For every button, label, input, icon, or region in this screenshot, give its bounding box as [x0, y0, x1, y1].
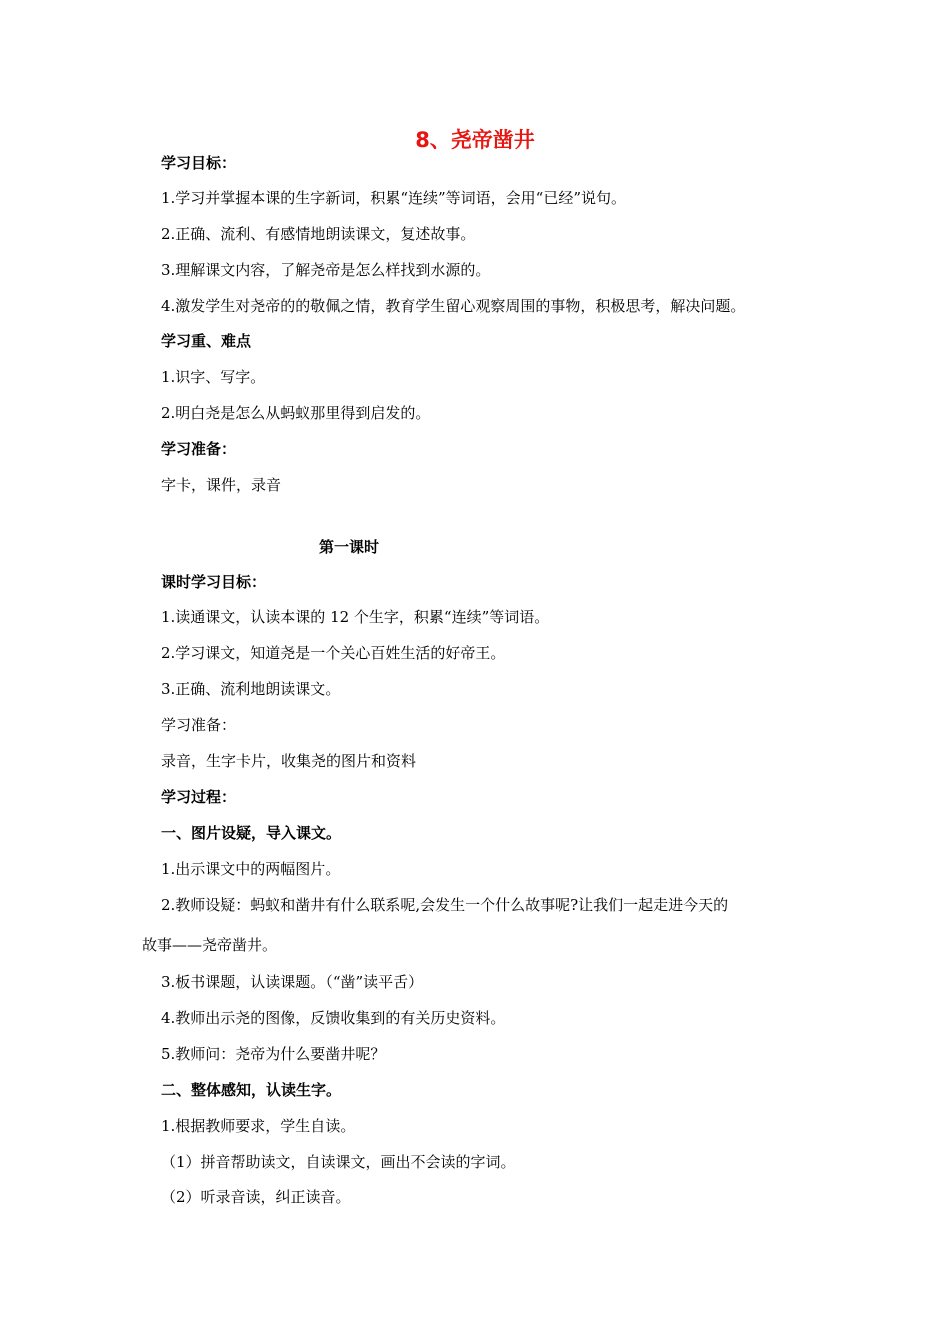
lesson1-goal-item-1: 1.读通课文，认读本课的 12 个生字，积累“连续”等词语。: [161, 608, 550, 626]
lesson1-prep-text: 录音，生字卡片，收集尧的图片和资料: [161, 752, 417, 770]
part1-item-1: 1.出示课文中的两幅图片。: [161, 860, 341, 878]
part2-item-2: （1）拼音帮助读文，自读课文，画出不会读的字词。: [161, 1153, 516, 1171]
lesson1-goal-item-2: 2.学习课文，知道尧是一个关心百姓生活的好帝王。: [161, 644, 506, 662]
lesson1-heading: 第一课时: [319, 538, 380, 556]
preparation-heading: 学习准备：: [161, 440, 237, 458]
lesson1-prep-heading: 学习准备：: [161, 716, 237, 734]
part1-item-3: 3.板书课题，认读课题。（“凿”读平舌）: [161, 973, 424, 991]
goal-item-3: 3.理解课文内容，了解尧帝是怎么样找到水源的。: [161, 261, 491, 279]
page-title: 8、尧帝凿井: [415, 128, 535, 152]
key-point-item-1: 1.识字、写字。: [161, 368, 266, 386]
part2-item-3: （2）听录音读，纠正读音。: [161, 1188, 351, 1206]
key-points-heading: 学习重、难点: [161, 332, 252, 350]
part1-heading: 一、图片设疑，导入课文。: [161, 824, 342, 842]
part1-item-2-cont: 故事——尧帝凿井。: [142, 936, 278, 954]
part1-item-4: 4.教师出示尧的图像，反馈收集到的有关历史资料。: [161, 1009, 506, 1027]
goal-item-2: 2.正确、流利、有感情地朗读课文，复述故事。: [161, 225, 476, 243]
part2-item-1: 1.根据教师要求，学生自读。: [161, 1117, 356, 1135]
key-point-item-2: 2.明白尧是怎么从蚂蚁那里得到启发的。: [161, 404, 431, 422]
part1-item-2: 2.教师设疑：蚂蚁和凿井有什么联系呢,会发生一个什么故事呢?让我们一起走进今天的: [161, 896, 729, 914]
goal-item-4: 4.激发学生对尧帝的的敬佩之情，教育学生留心观察周围的事物，积极思考，解决问题。: [161, 297, 746, 315]
part1-item-5: 5.教师问：尧帝为什么要凿井呢？: [161, 1045, 386, 1063]
lesson1-goals-heading: 课时学习目标：: [161, 573, 267, 591]
preparation-text: 字卡，课件，录音: [161, 476, 282, 494]
part2-heading: 二、整体感知，认读生字。: [161, 1081, 342, 1099]
process-heading: 学习过程：: [161, 788, 237, 806]
goal-item-1: 1.学习并掌握本课的生字新词，积累“连续”等词语，会用“已经”说句。: [161, 189, 626, 207]
goals-heading: 学习目标：: [161, 154, 237, 172]
lesson1-goal-item-3: 3.正确、流利地朗读课文。: [161, 680, 341, 698]
